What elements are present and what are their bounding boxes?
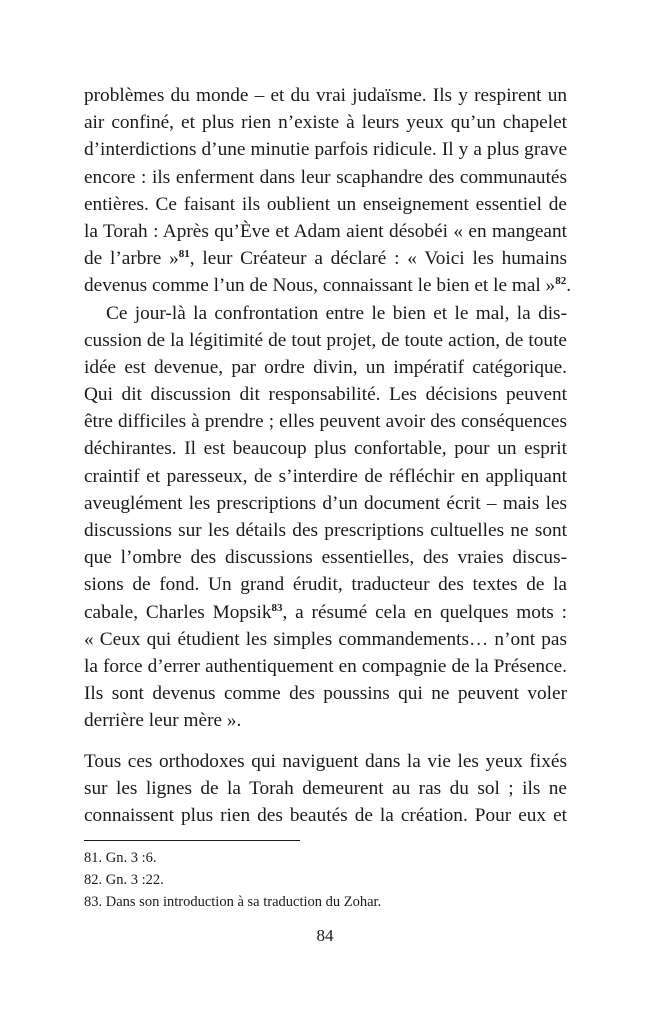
text-line-17: discussions sur les détails des prescriptions cultuelles ne sont	[84, 520, 567, 541]
text-segment: cabale, Charles Mopsik	[84, 601, 272, 623]
text-line-3: d’interdictions d’une minutie parfois ridicule. Il y a plus grave	[84, 139, 567, 161]
text-line-9: Ce jour-là la confrontation entre le bien et le mal, la dis-	[106, 302, 567, 324]
text-line-10: cussion de la légitimité de tout projet, de toute action, de toute	[84, 329, 567, 351]
page-number: 84	[316, 926, 334, 945]
text-line-20	[84, 599, 567, 626]
text-line-2: air confiné, et plus rien n’existe à leurs yeux qu’un chapelet	[84, 112, 567, 134]
text-segment: .	[566, 275, 572, 297]
text-segment: devenus comme l’un de Nous, connaissant le bien et le mal »	[84, 275, 556, 297]
text-line-19: sions de fond. Un grand érudit, traducteur des textes de la	[84, 574, 567, 596]
text-line-26: sur les lignes de la Torah demeurent au ras du sol ; ils ne	[84, 777, 567, 799]
text-line-16: aveuglément les prescriptions d’un document écrit – mais les	[84, 492, 567, 514]
text-line-25: Tous ces orthodoxes qui naviguent dans la vie les yeux fixés	[84, 750, 567, 772]
text-line-15: craintif et paresseux, de s’interdire de réfléchir en appliquant	[84, 465, 567, 487]
footnote-82: 82. Gn. 3 :22.	[84, 872, 164, 888]
text-line-14: déchirantes. Il est beaucoup plus confortable, pour un esprit	[84, 438, 567, 460]
text-segment: , a résumé cela en quelques mots :	[282, 601, 567, 623]
footnotes	[84, 847, 567, 913]
text-line-5: entières. Ce faisant ils oublient un enseignement essentiel de	[84, 193, 567, 215]
text-line-22: la force d’errer authentiquement en compagnie de la Présence.	[84, 655, 567, 677]
text-line-4: encore : ils enferment dans leur scaphandre des communautés	[84, 166, 567, 188]
text-line-24: derrière leur mère ».	[84, 710, 242, 732]
text-segment: de l’arbre »	[84, 248, 179, 270]
text-line-23: Ils sont devenus comme des poussins qui ne peuvent voler	[84, 683, 567, 705]
text-line-27: connaissent plus rien des beautés de la création. Pour eux et	[84, 804, 567, 826]
text-line-1: problèmes du monde – et du vrai judaïsme. Ils y respirent un	[84, 85, 567, 106]
text-line-18: que l’ombre des discussions essentielles, des vraies discus-	[84, 547, 567, 569]
text-line-11: idée est devenue, par ordre divin, un impératif catégorique.	[84, 356, 567, 378]
footnote-ref-83: 83	[271, 601, 283, 614]
footnote-separator	[84, 840, 300, 841]
text-segment: , leur Créateur a déclaré : « Voici les humains	[189, 248, 567, 270]
text-line-8	[84, 272, 572, 299]
text-line-21: « Ceux qui étudient les simples commandements… n’ont pas	[84, 628, 567, 650]
footnote-ref-81: 81	[178, 248, 190, 261]
text-line-6: la Torah : Après qu’Ève et Adam aient désobéi « en mangeant	[84, 220, 567, 242]
body-text	[84, 82, 572, 829]
footnote-81: 81. Gn. 3 :6.	[84, 850, 157, 866]
text-line-12: Qui dit discussion dit responsabilité. Les décisions peuvent	[84, 384, 567, 406]
footnote-ref-82: 82	[555, 275, 567, 288]
text-line-13: être difficiles à prendre ; elles peuvent avoir des conséquences	[84, 411, 567, 433]
footnote-83: 83. Dans son introduction à sa traduction du Zohar.	[84, 894, 382, 910]
text-line-7	[84, 245, 567, 272]
